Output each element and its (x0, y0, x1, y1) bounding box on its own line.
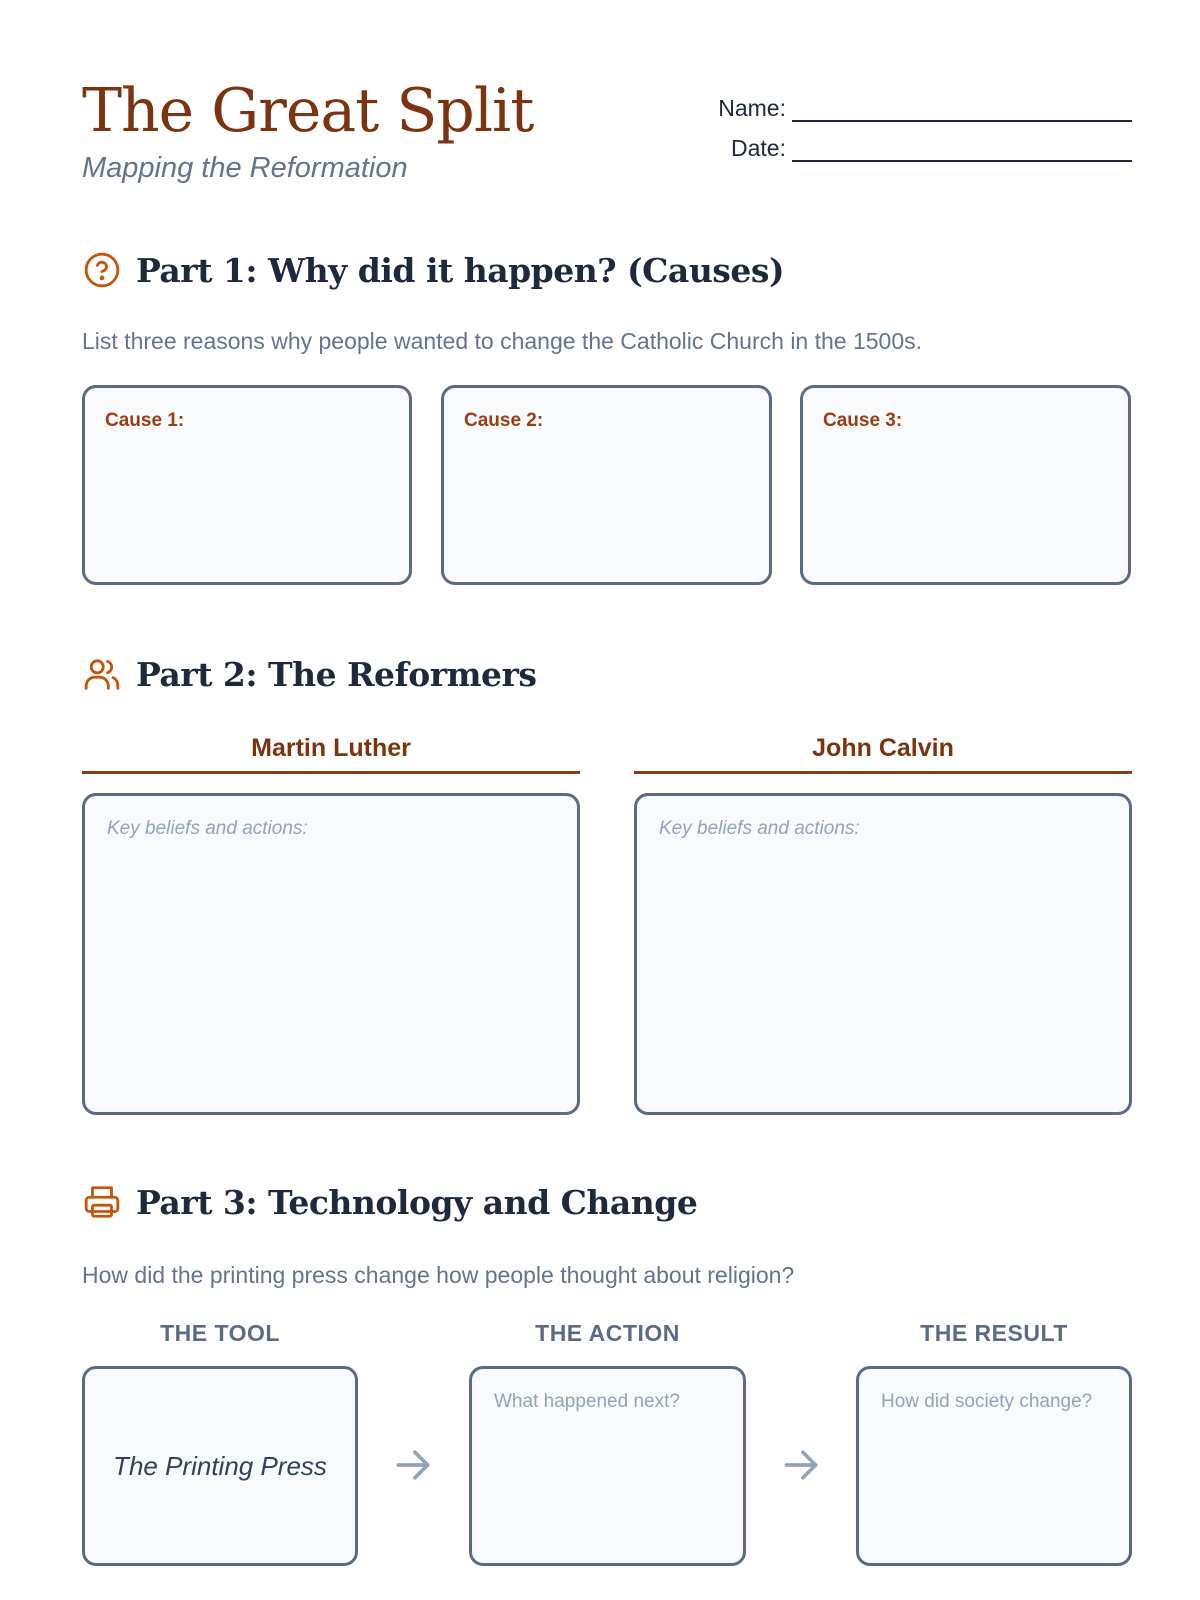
name-row (718, 82, 1132, 122)
part3-title: Part 3: Technology and Change (136, 1182, 698, 1222)
cause-3-box[interactable] (800, 385, 1131, 585)
flow-action-heading: THE ACTION (535, 1320, 680, 1346)
name-label: Name: (718, 95, 786, 121)
cause-3-label: Cause 3: (823, 410, 903, 431)
luther-notes-box[interactable] (82, 793, 580, 1115)
part1-heading (82, 250, 784, 290)
flow-tool-text: The Printing Press (113, 1450, 327, 1481)
date-row (718, 122, 1132, 162)
cause-1-box[interactable] (82, 385, 412, 585)
reformer-calvin-name: John Calvin (634, 728, 1132, 774)
printer-icon (82, 1182, 122, 1222)
question-circle-icon (82, 250, 122, 290)
flow-result-heading: THE RESULT (920, 1320, 1068, 1346)
flow-result-box[interactable] (856, 1366, 1132, 1566)
worksheet-title: The Great Split (82, 76, 534, 146)
part3-prompt: How did the printing press change how people thought about religion? (82, 1262, 795, 1288)
luther-notes-hint: Key beliefs and actions: (107, 818, 308, 839)
flow-action-hint: What happened next? (494, 1391, 680, 1412)
part2-heading (82, 654, 537, 694)
reformer-luther-name: Martin Luther (82, 728, 580, 774)
student-info (718, 82, 1132, 162)
arrow-right-icon (391, 1443, 435, 1487)
users-icon (82, 654, 122, 694)
calvin-notes-box[interactable] (634, 793, 1132, 1115)
part1-prompt: List three reasons why people wanted to change the Catholic Church in the 1500s. (82, 328, 923, 354)
flow-tool-heading: THE TOOL (160, 1320, 280, 1346)
date-field[interactable] (792, 138, 1132, 162)
calvin-notes-hint: Key beliefs and actions: (659, 818, 860, 839)
part2-title: Part 2: The Reformers (136, 654, 537, 694)
worksheet-subtitle: Mapping the Reformation (82, 152, 408, 184)
part3-heading (82, 1182, 697, 1222)
cause-2-label: Cause 2: (464, 410, 544, 431)
cause-1-label: Cause 1: (105, 410, 185, 431)
flow-result-hint: How did society change? (881, 1391, 1093, 1412)
part1-title: Part 1: Why did it happen? (Causes) (136, 250, 785, 290)
flow-tool-box (82, 1366, 358, 1566)
flow-action-box[interactable] (469, 1366, 746, 1566)
date-label: Date: (731, 135, 786, 161)
name-field[interactable] (792, 98, 1132, 122)
arrow-right-icon (779, 1443, 823, 1487)
cause-2-box[interactable] (441, 385, 772, 585)
